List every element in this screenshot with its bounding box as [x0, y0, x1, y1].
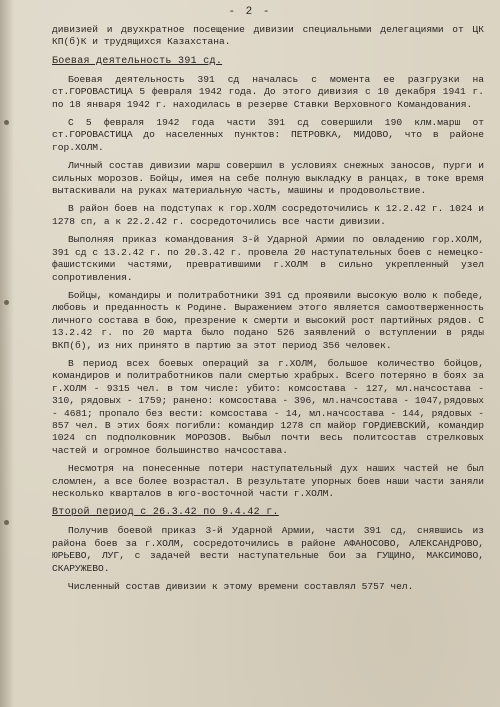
paragraph: Несмотря на понесенные потери наступательный дух наших частей не был сломлен, а все более возрастал. В результате упорных боев наши части заняли несколько кварталов в юго-восточной части г.ХОЛМ. — [52, 463, 484, 499]
paragraph: В район боев на подступах к гор.ХОЛМ сосредоточились к 12.2.42 г. 1024 и 1278 сп, а к 22.2.42 г. сосредоточились все части дивизии. — [52, 203, 484, 227]
paragraph: Численный состав дивизии к этому времени составлял 5757 чел. — [68, 581, 414, 593]
paragraph: С 5 февраля 1942 года части 391 сд совершили 190 клм.марш от ст.ГОРОВАСТИЦА до населенных пунктов: ПЕТРОВКА, МИДОВО, что в районе гор.ХОЛМ. — [52, 117, 484, 153]
paragraph: Получив боевой приказ 3-й Ударной Армии, части 391 сд, снявшись из района боев за г.ХОЛМ, сосредоточились в районе АФАНОСОВО, АЛЕКСАНДРОВО, ЮРЬЕВО, ЛУГ, с задачей вести наступательные бои за ГУЩИНО, МАКСИМОВО, СКАРУЖЕВО. — [52, 525, 484, 574]
paragraph: Выполняя приказ командования 3-й Ударной Армии по овладению гор.ХОЛМ, 391 сд с 13.2.42 г. по 20.3.42 г. провела 20 наступательных боев с немецко-фашистскими частями, превратившими г.ХОЛМ в сильно укрепленный узел сопротивления. — [52, 234, 484, 283]
page-number: - 2 - — [228, 6, 272, 18]
punch-hole — [4, 300, 9, 305]
intro-paragraph: дивизией и двухкратное посещение дивизии специальными делегациями от ЦК КП(б)К и трудящихся Казахстана. — [52, 24, 484, 48]
section-heading-second-period: Второй период с 26.3.42 по 9.4.42 г. — [52, 507, 279, 519]
punch-hole — [4, 520, 9, 525]
section-heading-combat: Боевая деятельность 391 сд. — [52, 55, 223, 67]
paragraph: Бойцы, командиры и политработники 391 сд проявили высокую волю к победе, любовь и преданность к Родине. Выражением этого является самоотверженность личного состава в бою, презрение к смерти и высокий рост партийных рядов. С 13.2.42 г. по 20 марта было подано 526 заявлений о вступлении в ряды ВКП(б), из них принято в партию за этот период 356 человек. — [52, 289, 484, 351]
paragraph: Личный состав дивизии марш совершил в условиях снежных заносов, пурги и сильных морозов. Бойцы, имея на себе полную выкладку в ранцах, в токе время вытаскивали на руках материальную часть, машины и продовольствие. — [52, 160, 484, 197]
paragraph-losses: В период всех боевых операций за г.ХОЛМ, большое количество бойцов, командиров и политработников пали смертью храбрых. Всего потеряно в боях за г.ХОЛМ - 9315 чел. в том числе: убито: комсостава - 127, мл.начсостава - 310, рядовых - 1759; ранено: комсостава - 396, мл.начсостава - 1047,рядовых - 4681; пропало без вести: комсостава - 14, мл.начсостава - 144, рядовых - 857 чел. В этих боях погибли: командир 1278 сп майор ГОРДИЕВСКИЙ, командир 1024 сп подполковник МОРОЗОВ. Выбыл почти весь политсостав стрелковых частей и огромное большинство начсостава. — [52, 357, 484, 456]
paragraph: Боевая деятельность 391 сд началась с момента ее разгрузки на ст.ГОРОВАСТИЦА 5 февраля 1942 года. До этого дивизия с 10 декабря 1941 г. по 18 января 1942 г. находилась в резерве Ставки Верховного Командования. — [52, 73, 484, 110]
punch-hole — [4, 120, 9, 125]
binder-edge — [0, 0, 14, 707]
